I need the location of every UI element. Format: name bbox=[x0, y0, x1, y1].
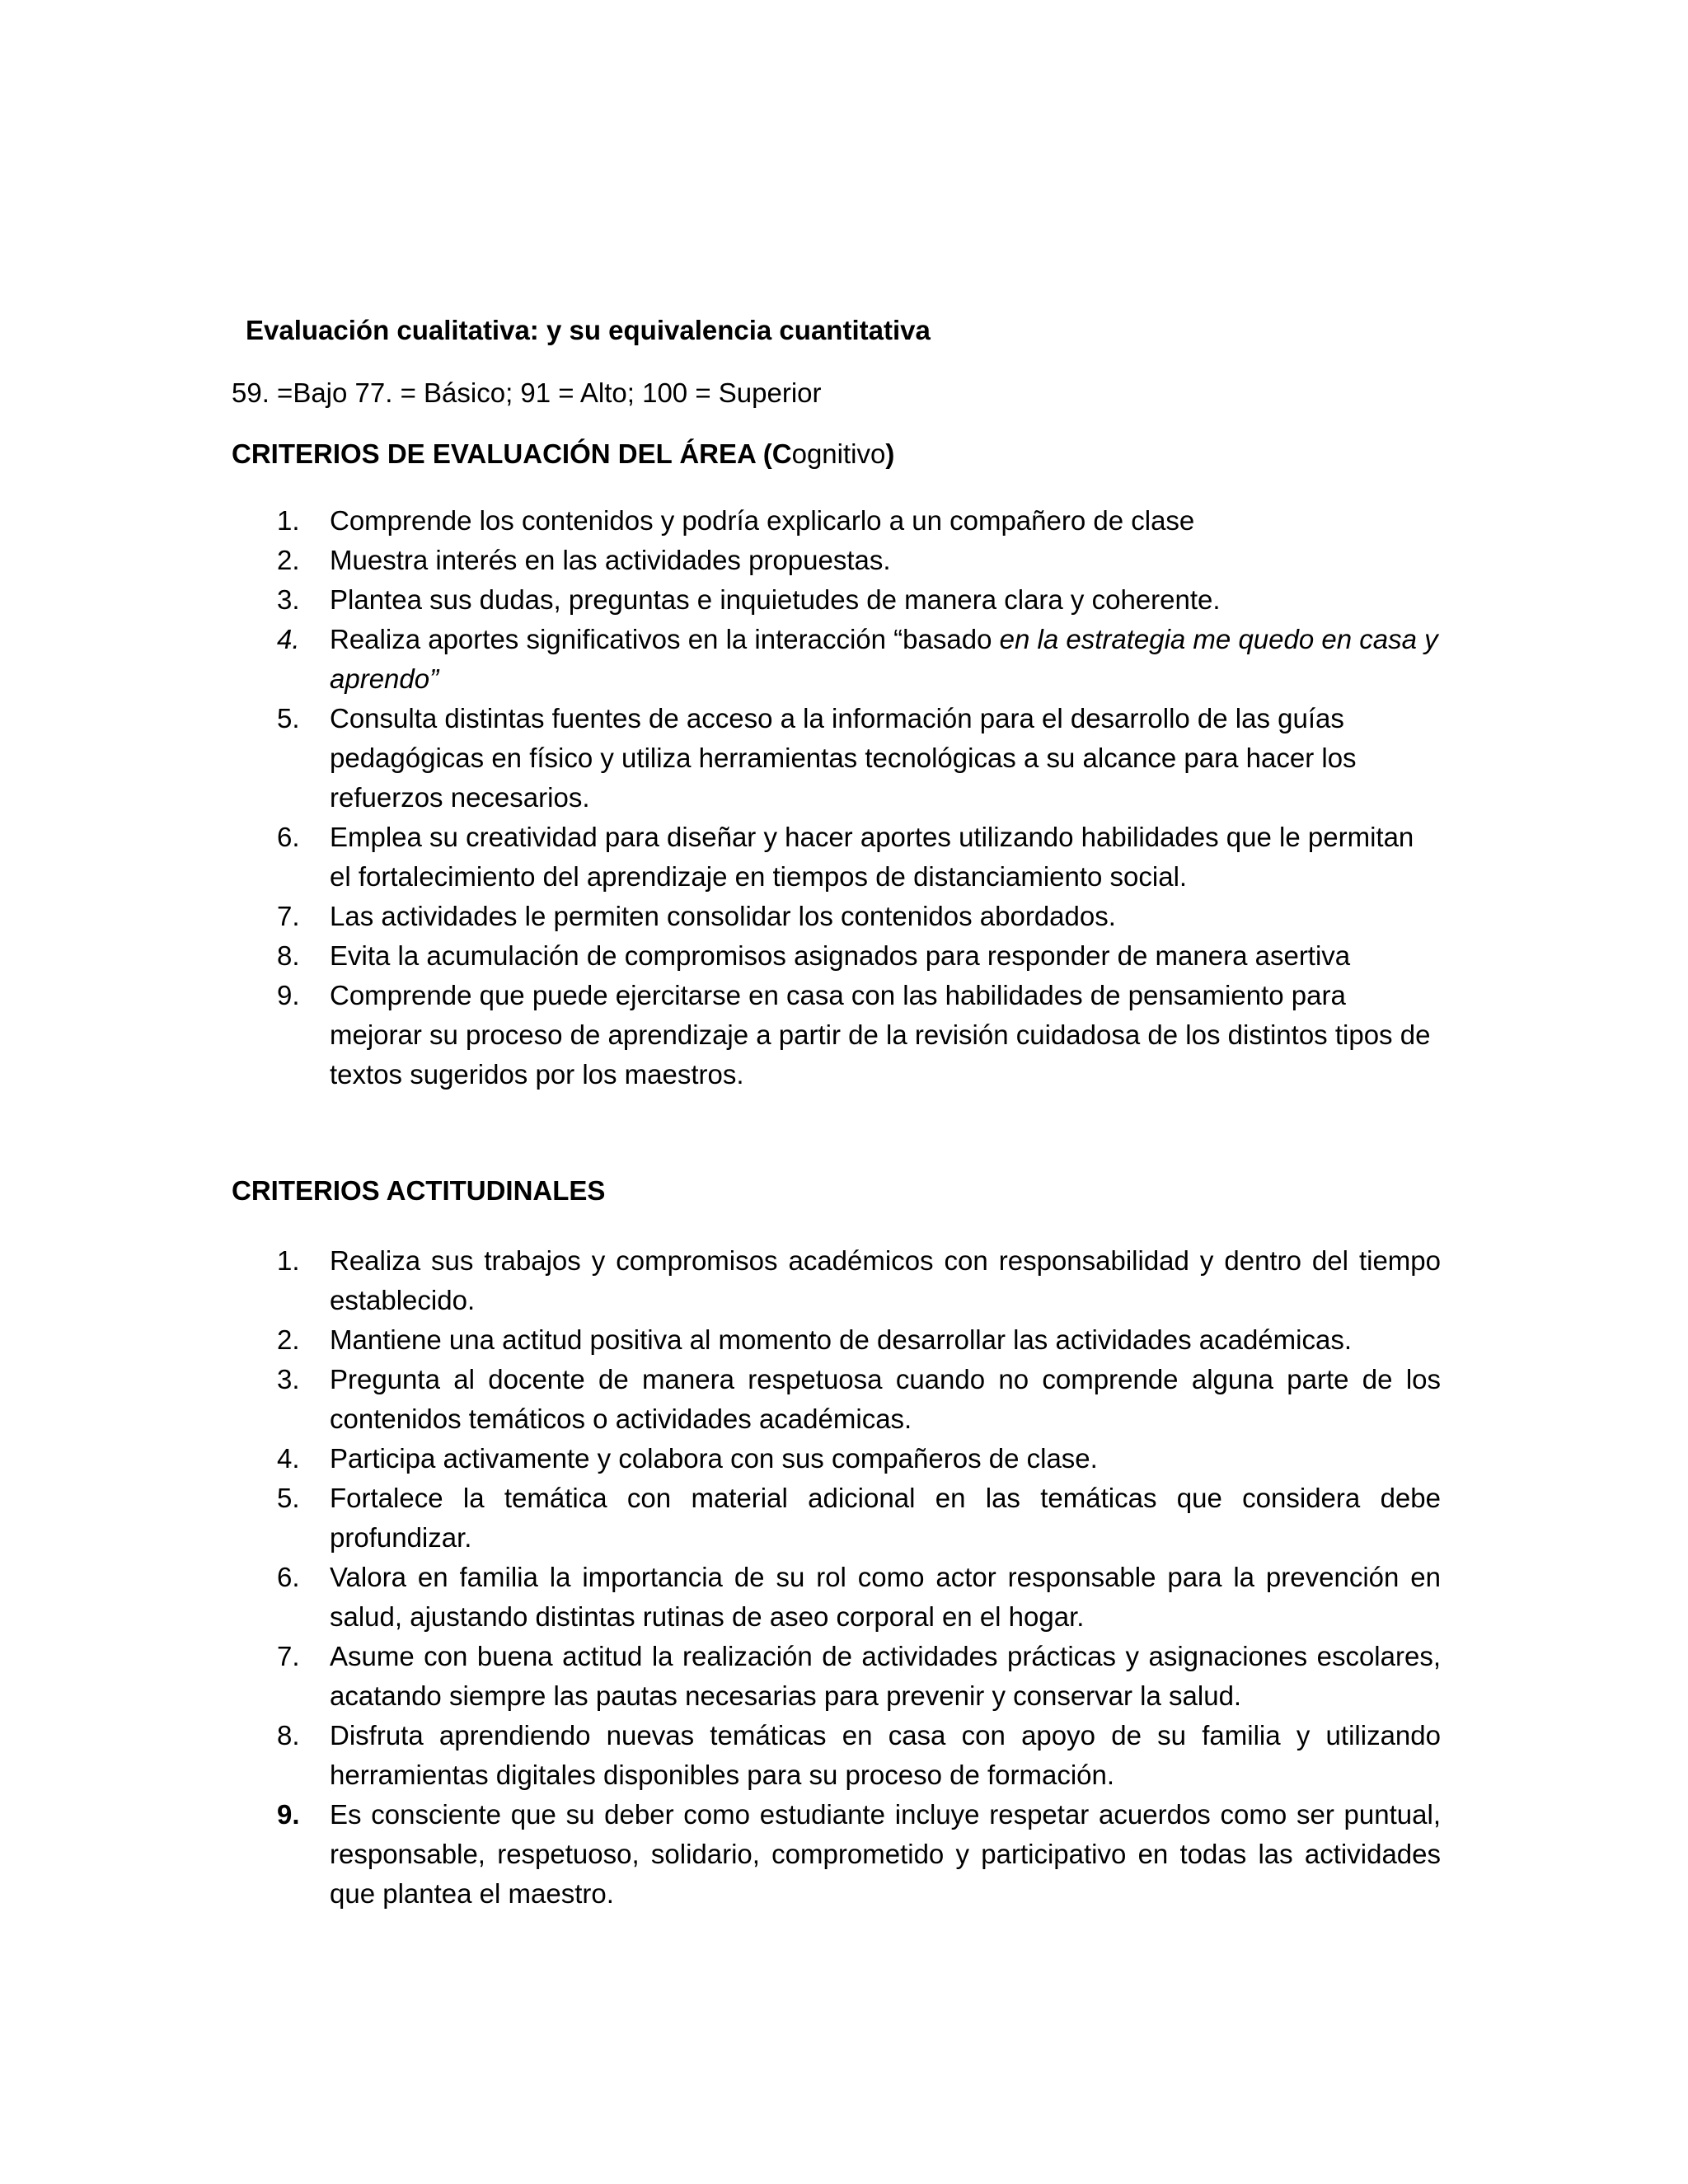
list-item bbox=[0, 501, 1688, 541]
attitudinal-criteria-list bbox=[0, 1241, 1688, 1914]
cognitive-title-part-2: ognitivo bbox=[791, 438, 886, 469]
list-item bbox=[0, 541, 1688, 580]
item-number: 4. bbox=[277, 1443, 300, 1474]
item-number: 3. bbox=[277, 1364, 300, 1394]
item-text-regular: Realiza aportes significativos en la interacción “basado bbox=[330, 624, 1000, 654]
item-number: 8. bbox=[277, 1720, 300, 1750]
cognitive-title-part-1: CRITERIOS DE EVALUACIÓN DEL ÁREA (C bbox=[232, 438, 792, 469]
evaluation-heading: Evaluación cualitativa: y su equivalencia cuantitativa bbox=[246, 315, 931, 345]
list-item bbox=[0, 976, 1688, 1094]
item-number: 1. bbox=[277, 505, 300, 536]
list-item bbox=[0, 699, 1688, 818]
attitudinal-criteria-title: CRITERIOS ACTITUDINALES bbox=[232, 1175, 606, 1206]
list-item bbox=[0, 1479, 1688, 1558]
list-item bbox=[0, 1637, 1688, 1716]
item-text: Evita la acumulación de compromisos asignados para responder de manera asertiva bbox=[330, 940, 1351, 971]
item-text: Disfruta aprendiendo nuevas temáticas en casa con apoyo de su familia y utilizando herramientas digitales disponibles para su proceso de formación. bbox=[330, 1720, 1441, 1790]
item-number: 7. bbox=[277, 901, 300, 931]
list-item bbox=[0, 1320, 1688, 1360]
list-item bbox=[0, 936, 1688, 976]
item-number: 5. bbox=[277, 703, 300, 733]
item-number: 9. bbox=[277, 980, 300, 1010]
item-number: 3. bbox=[277, 584, 300, 615]
list-item bbox=[0, 818, 1688, 897]
list-item bbox=[0, 620, 1688, 699]
item-number: 8. bbox=[277, 940, 300, 971]
list-item bbox=[0, 1439, 1688, 1479]
item-number: 6. bbox=[277, 1562, 300, 1592]
item-text: Fortalece la temática con material adicional en las temáticas que considera debe profundizar. bbox=[330, 1483, 1441, 1553]
item-text: Las actividades le permiten consolidar los contenidos abordados. bbox=[330, 901, 1116, 931]
item-number: 6. bbox=[277, 822, 300, 852]
item-number: 2. bbox=[277, 545, 300, 575]
item-number: 7. bbox=[277, 1641, 300, 1671]
item-text: Mantiene una actitud positiva al momento de desarrollar las actividades académicas. bbox=[330, 1324, 1352, 1355]
item-text: Participa activamente y colabora con sus compañeros de clase. bbox=[330, 1443, 1098, 1474]
item-number: 2. bbox=[277, 1324, 300, 1355]
list-item bbox=[0, 1558, 1688, 1637]
item-number: 4. bbox=[277, 624, 300, 654]
list-item bbox=[0, 1716, 1688, 1795]
cognitive-title-part-3: ) bbox=[885, 438, 895, 469]
grading-scale: 59. =Bajo 77. = Básico; 91 = Alto; 100 = Superior bbox=[232, 377, 822, 408]
item-text: Es consciente que su deber como estudiante incluye respetar acuerdos como ser puntual, responsable, respetuoso, solidario, comprometido y participativo en todas las actividades que plantea el maestro. bbox=[330, 1799, 1441, 1909]
item-text: Muestra interés en las actividades propuestas. bbox=[330, 545, 891, 575]
item-text: Emplea su creatividad para diseñar y hacer aportes utilizando habilidades que le permitan el fortalecimiento del aprendizaje en tiempos de distanciamiento social. bbox=[330, 822, 1414, 892]
item-text: Valora en familia la importancia de su rol como actor responsable para la prevención en salud, ajustando distintas rutinas de aseo corporal en el hogar. bbox=[330, 1562, 1441, 1632]
item-number: 9. bbox=[277, 1799, 300, 1830]
item-text bbox=[330, 620, 1441, 699]
list-item bbox=[0, 897, 1688, 936]
item-number: 1. bbox=[277, 1245, 300, 1276]
item-text: Realiza sus trabajos y compromisos académicos con responsabilidad y dentro del tiempo establecido. bbox=[330, 1245, 1441, 1315]
item-text: Comprende que puede ejercitarse en casa con las habilidades de pensamiento para mejorar su proceso de aprendizaje a partir de la revisión cuidadosa de los distintos tipos de textos sugeridos por los maestros. bbox=[330, 980, 1431, 1090]
list-item bbox=[0, 1795, 1688, 1914]
item-text: Asume con buena actitud la realización de actividades prácticas y asignaciones escolares, acatando siempre las pautas necesarias para prevenir y conservar la salud. bbox=[330, 1641, 1441, 1711]
list-item bbox=[0, 580, 1688, 620]
item-number: 5. bbox=[277, 1483, 300, 1513]
list-item bbox=[0, 1360, 1688, 1439]
item-text: Pregunta al docente de manera respetuosa cuando no comprende alguna parte de los contenidos temáticos o actividades académicas. bbox=[330, 1364, 1441, 1434]
item-text: Comprende los contenidos y podría explicarlo a un compañero de clase bbox=[330, 505, 1195, 536]
item-text: Plantea sus dudas, preguntas e inquietudes de manera clara y coherente. bbox=[330, 584, 1221, 615]
list-item bbox=[0, 1241, 1688, 1320]
item-text: Consulta distintas fuentes de acceso a la información para el desarrollo de las guías pedagógicas en físico y utiliza herramientas tecnológicas a su alcance para hacer los refuerzos necesarios. bbox=[330, 703, 1357, 813]
cognitive-criteria-title bbox=[232, 438, 894, 470]
cognitive-criteria-list bbox=[0, 501, 1688, 1094]
item-text-italic: en la estrategia me quedo en casa y aprendo” bbox=[330, 624, 1438, 694]
